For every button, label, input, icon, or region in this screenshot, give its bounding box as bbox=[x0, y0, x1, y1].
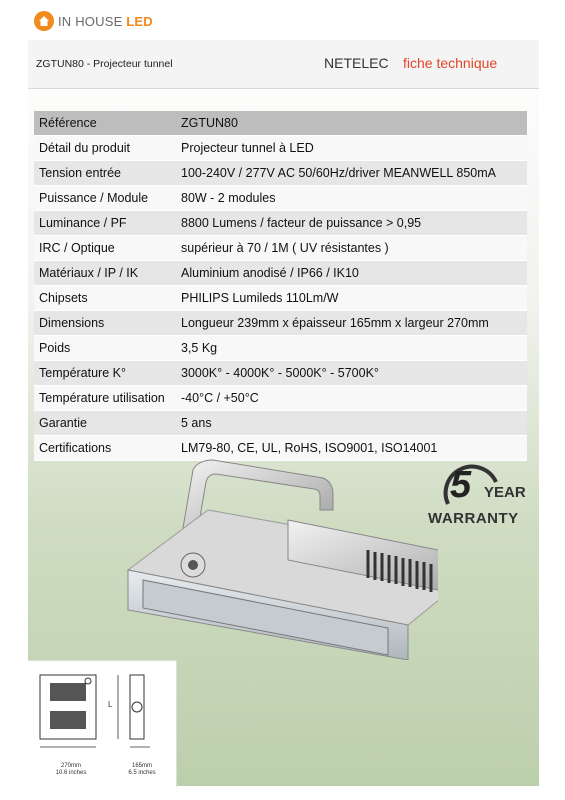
spec-value: supérieur à 70 / 1M ( UV résistantes ) bbox=[176, 236, 527, 261]
spec-value: Aluminium anodisé / IP66 / IK10 bbox=[176, 261, 527, 286]
technical-drawing bbox=[28, 661, 176, 761]
spec-label: Poids bbox=[34, 336, 176, 361]
width-mm: 270mm bbox=[60, 763, 81, 769]
spec-row bbox=[34, 261, 527, 286]
spec-value: Longueur 239mm x épaisseur 165mm x largeur 270mm bbox=[176, 311, 527, 336]
sheet-header bbox=[28, 40, 539, 89]
brand-logo bbox=[34, 10, 153, 32]
spec-label: IRC / Optique bbox=[34, 236, 176, 261]
logo-accent-text: LED bbox=[126, 13, 153, 29]
spec-row bbox=[34, 311, 527, 336]
dimension-drawing bbox=[28, 660, 177, 787]
length-label: L bbox=[108, 700, 113, 709]
spec-value: 3000K° - 4000K° - 5000K° - 5700K° bbox=[176, 361, 527, 386]
spec-row bbox=[34, 111, 527, 136]
spec-value: 3,5 Kg bbox=[176, 336, 527, 361]
specifications-table bbox=[34, 111, 527, 461]
spec-row bbox=[34, 136, 527, 161]
spec-row bbox=[34, 361, 527, 386]
spec-label: Température utilisation bbox=[34, 386, 176, 411]
warranty-badge bbox=[426, 464, 530, 540]
spec-value: Projecteur tunnel à LED bbox=[176, 136, 527, 161]
spec-value: ZGTUN80 bbox=[176, 111, 527, 136]
spec-label: Puissance / Module bbox=[34, 186, 176, 211]
width-inches: 10.6 inches bbox=[55, 770, 87, 776]
spec-row bbox=[34, 186, 527, 211]
logo-wordmark bbox=[58, 14, 153, 29]
house-icon bbox=[34, 11, 54, 31]
spec-label: Tension entrée bbox=[34, 161, 176, 186]
spec-label: Dimensions bbox=[34, 311, 176, 336]
spec-row bbox=[34, 211, 527, 236]
warranty-word: WARRANTY bbox=[428, 510, 519, 527]
spec-label: Luminance / PF bbox=[34, 211, 176, 236]
spec-row bbox=[34, 336, 527, 361]
company-name: NETELEC bbox=[324, 55, 389, 71]
datasheet-page bbox=[28, 40, 539, 786]
spec-label: Matériaux / IP / IK bbox=[34, 261, 176, 286]
spec-label: Chipsets bbox=[34, 286, 176, 311]
spec-value: 5 ans bbox=[176, 411, 527, 436]
spec-value: LM79-80, CE, UL, RoHS, ISO9001, ISO14001 bbox=[176, 436, 527, 461]
depth-mm: 165mm bbox=[131, 763, 152, 769]
spec-label: Garantie bbox=[34, 411, 176, 436]
spec-label: Détail du produit bbox=[34, 136, 176, 161]
spec-value: -40°C / +50°C bbox=[176, 386, 527, 411]
document-title: ZGTUN80 - Projecteur tunnel bbox=[36, 58, 173, 70]
spec-value: 80W - 2 modules bbox=[176, 186, 527, 211]
spec-label: Température K° bbox=[34, 361, 176, 386]
spec-value: PHILIPS Lumileds 110Lm/W bbox=[176, 286, 527, 311]
width-dimension bbox=[46, 763, 96, 777]
spec-value: 100-240V / 277V AC 50/60Hz/driver MEANWELL 850mA bbox=[176, 161, 527, 186]
warranty-number: 5 bbox=[450, 464, 472, 506]
spec-row bbox=[34, 286, 527, 311]
spec-row bbox=[34, 161, 527, 186]
depth-inches: 6.5 inches bbox=[128, 770, 156, 776]
logo-brand-text: IN HOUSE bbox=[58, 13, 123, 29]
warranty-year: YEAR bbox=[484, 484, 526, 501]
spec-row bbox=[34, 236, 527, 261]
spec-row bbox=[34, 386, 527, 411]
spec-row bbox=[34, 411, 527, 436]
spec-label: Référence bbox=[34, 111, 176, 136]
depth-dimension bbox=[122, 763, 162, 777]
sheet-type-label: fiche technique bbox=[403, 55, 498, 71]
spec-value: 8800 Lumens / facteur de puissance > 0,95 bbox=[176, 211, 527, 236]
spec-label: Certifications bbox=[34, 436, 176, 461]
floodlight-product-image bbox=[88, 450, 438, 660]
